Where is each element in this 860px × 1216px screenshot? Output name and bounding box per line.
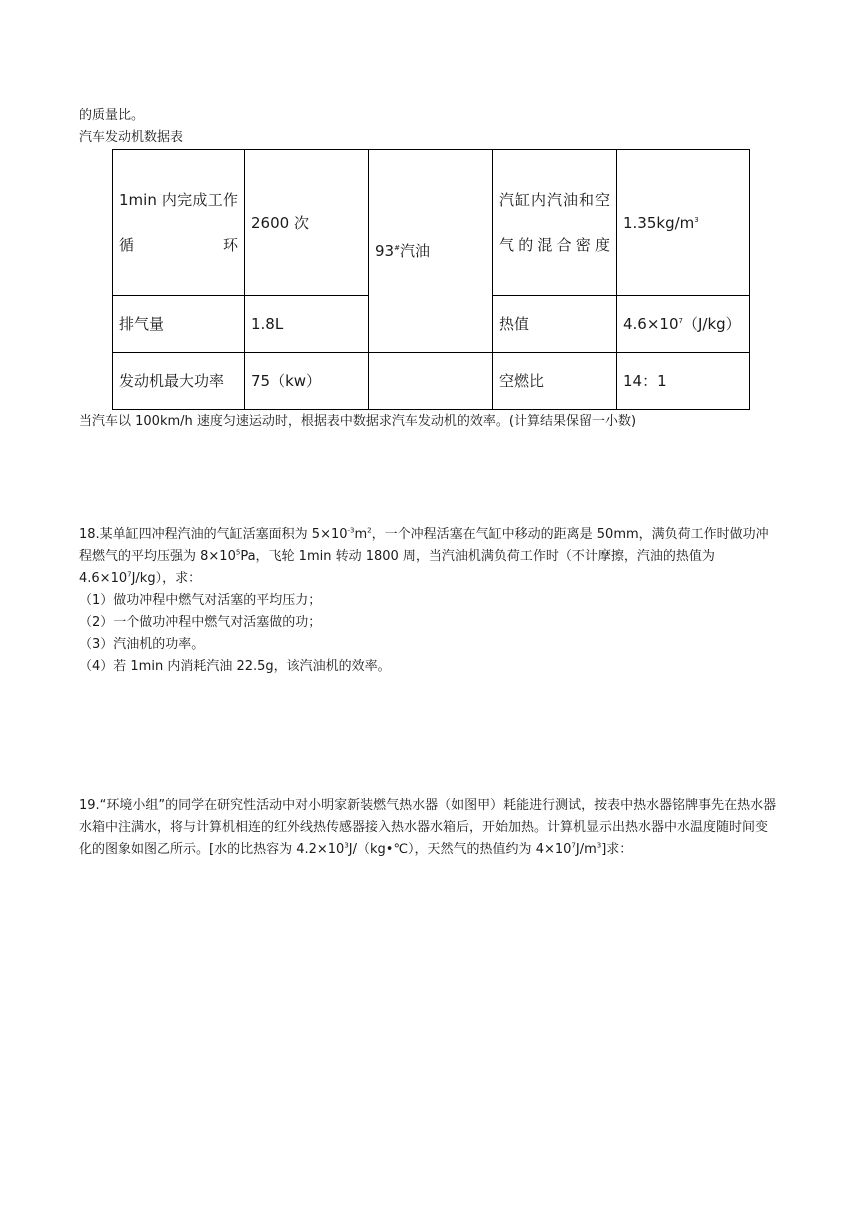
q18-part: Pa，飞轮 1min 转动 1800 周，当汽油机满负荷工作时（不计摩擦，汽油的热值为 4.6×10 [79,549,715,586]
cell-heat-value: 热值 [493,296,617,353]
engine-data-table [112,149,750,410]
cell-air-fuel-ratio: 空燃比 [493,353,617,410]
q18-part: m [354,527,368,542]
table-cell [113,150,245,296]
q19-part: 19.“环境小组”的同学在研究性活动中对小明家新装燃气热水器（如图甲）耗能进行测试，按表中热水器铭牌事先在热水器水箱中注满水，将与计算机相连的红外线热传感器接入热水器水箱后，开始加热。计算机显示出热水器中水温度随时间变化的图象如图乙所示。[水的比热容为 4.2×10 [79,798,777,857]
q19-part: ]求： [601,842,633,857]
heat-unit: （J/kg） [682,315,741,333]
q18-sup: 5 [235,548,241,557]
heat-sup: 7 [678,317,683,325]
q18-part: ，一个冲程活塞在气缸中移动的距离是 50mm，满负荷工作时做功冲程燃气的平均压强为 8×10 [79,527,769,564]
cell-max-power: 发动机最大功率 [113,353,245,410]
heat-base: 4.6×10 [623,315,679,333]
cell-work-cycle: 1min 内完成工作循环 [119,190,238,254]
cell-fuel-type [369,150,493,353]
fuel-number: 93 [375,242,395,260]
list-item: （4）若 1min 内消耗汽油 22.5g，该汽油机的效率。 [79,659,391,674]
q19-sup: 7 [571,841,576,850]
intro-text: 的质量比。 [79,108,145,123]
fuel-sup: # [394,244,400,252]
q18-part: J/kg），求： [131,571,202,586]
question-19-stem [79,795,779,861]
cell-work-cycle-value: 2600 次 [245,150,369,296]
cell-displacement: 排气量 [113,296,245,353]
cell-heat-value-value [617,296,750,353]
q18-sup: -3 [347,526,355,535]
q19-part: J/（kg•℃），天然气的热值约为 4×10 [348,842,572,857]
cell-mixture-density-value [617,150,750,296]
q18-part: 18.某单缸四冲程汽油的气缸活塞面积为 5×10 [79,527,348,542]
cell-mixture-density: 汽缸内汽油和空气的混合密度 [499,190,610,254]
density-value: 1.35kg/m [623,213,695,232]
q18-sup: 2 [367,526,372,535]
question-18-stem [79,524,779,590]
q19-part: J/m [575,842,597,857]
cell-air-fuel-ratio-value: 14：1 [617,353,750,410]
q19-sup: 3 [344,841,349,850]
table-row [113,150,750,296]
table-caption: 汽车发动机数据表 [79,130,184,145]
question-19 [79,795,779,861]
cell-max-power-value: 75（kw） [245,353,369,410]
fuel-text: 汽油 [399,242,430,260]
question-17-task: 当汽车以 100km/h 速度匀速运动时，根据表中数据求汽车发动机的效率。(计算结果保留一小数) [79,414,637,429]
density-sup: 3 [694,215,699,224]
question-18 [79,524,779,678]
table-row [113,353,750,410]
q18-sup: 7 [127,570,132,579]
cell-empty [369,353,493,410]
list-item: （2）一个做功冲程中燃气对活塞做的功； [79,615,322,630]
cell-displacement-value: 1.8L [245,296,369,353]
q19-sup: 3 [596,841,602,850]
list-item: （1）做功冲程中燃气对活塞的平均压力； [79,593,322,608]
list-item: （3）汽油机的功率。 [79,637,205,652]
table-cell [493,150,617,296]
